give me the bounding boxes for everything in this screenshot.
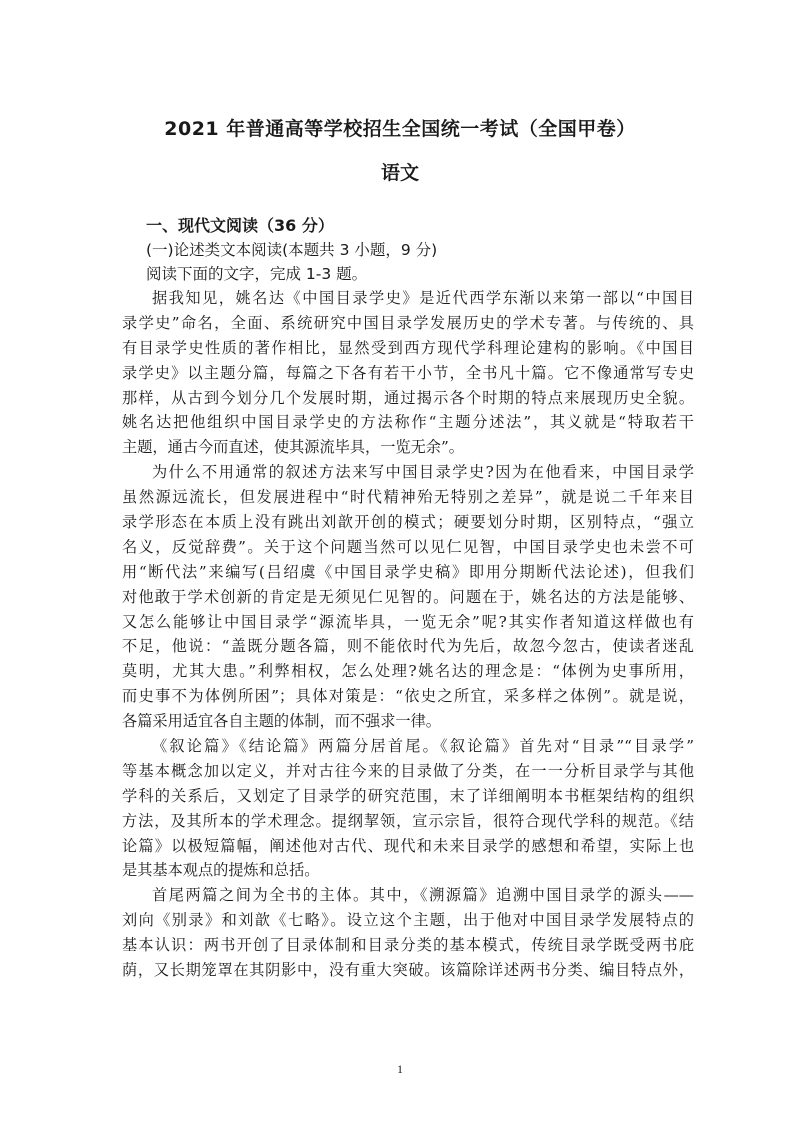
- paragraph-line: 姚名达把他组织中国目录学史的方法称作“主题分述法”，其义就是“特取若干: [122, 413, 694, 432]
- paragraph: [122, 460, 694, 734]
- paragraph-line: 为什么不用通常的叙述方法来写中国目录学史?因为在他看来，中国目录学: [152, 463, 694, 482]
- paragraph-line: 刘向《别录》和刘歆《七略》。设立这个主题，出于他对中国目录学发展特点的: [122, 911, 694, 930]
- section-heading: 一、现代文阅读（36 分）: [146, 216, 334, 235]
- paragraph-line: 主题，通古今而直述，使其源流毕具，一览无余”。: [122, 438, 464, 457]
- page-number: 1: [397, 1062, 403, 1076]
- paragraph-line: 莫明，尤其大患。”利弊相权，怎么处理?姚名达的理念是：“体例为史事所用，: [122, 662, 694, 681]
- document-body: [122, 214, 694, 983]
- paragraph-line: 方法，及其所本的学术理念。提纲挈领，宣示宗旨，很符合现代学科的规范。《结: [122, 811, 694, 830]
- paragraph-line: 首尾两篇之间为全书的主体。其中，《溯源篇》追溯中国目录学的源头——: [152, 886, 694, 905]
- paragraph: [122, 286, 694, 460]
- paragraph-line: 各篇采用适宜各自主题的体制，而不强求一律。: [122, 712, 441, 731]
- paragraph-line: 荫，又长期笼罩在其阴影中，没有重大突破。该篇除详述两书分类、编目特点外，: [122, 961, 694, 980]
- paragraph-line: 有目录学史性质的著作相比，显然受到西方现代学科理论建构的影响。《中国目: [122, 338, 694, 357]
- paragraph-line: 录学形态在本质上没有跳出刘歆开创的模式；硬要划分时期，区别特点，“强立: [122, 513, 694, 532]
- paragraph-line: 学科的关系后，又划定了目录学的研究范围，末了详细阐明本书框架结构的组织: [122, 786, 694, 805]
- paragraph: [122, 734, 694, 883]
- paragraph-line: 不足，他说：“盖既分题各篇，则不能依时代为先后，故忽今忽古，使读者迷乱: [122, 637, 694, 656]
- paragraph-line: 用“断代法”来编写(吕绍虞《中国目录学史稿》即用分期断代法论述)，但我们: [122, 562, 694, 581]
- paragraph: [122, 883, 694, 983]
- paragraph-line: 是其基本观点的提炼和总括。: [122, 861, 320, 880]
- paragraph-line: 虽然源远流长，但发展进程中“时代精神殆无特别之差异”，就是说二千年来目: [122, 488, 694, 507]
- paragraph-line: 等基本概念加以定义，并对古往今来的目录做了分类，在一一分析目录学与其他: [122, 761, 694, 780]
- paragraph-line: 又怎么能够让中国目录学“源流毕具，一览无余”呢?其实作者知道这样做也有: [122, 612, 694, 631]
- subject-title: 语文: [380, 162, 419, 184]
- paragraph-line: 论篇》以极短篇幅，阐述他对古代、现代和未来目录学的感想和希望，实际上也: [122, 836, 694, 855]
- paragraph-line: 《叙论篇》《结论篇》两篇分居首尾。《叙论篇》首先对“目录”“目录学”: [152, 737, 694, 756]
- paragraph-line: 对他敢于学术创新的肯定是无须见仁见智的。问题在于，姚名达的方法是能够、: [122, 587, 694, 606]
- paragraph-line: 名义，反觉辞费”。关于这个问题当然可以见仁见智，中国目录学史也未尝不可: [122, 537, 694, 556]
- reading-instruction: 阅读下面的文字，完成 1-3 题。: [146, 265, 368, 283]
- document-title: 2021 年普通高等学校招生全国统一考试（全国甲卷）: [164, 118, 636, 140]
- paragraph-line: 录学史”命名，全面、系统研究中国目录学发展历史的学术专著。与传统的、具: [122, 313, 694, 332]
- passage-text: [122, 286, 694, 983]
- subsection-heading: (一)论述类文本阅读(本题共 3 小题，9 分): [146, 241, 438, 259]
- paragraph-line: 录学史》以主题分篇，每篇之下各有若干小节，全书凡十篇。它不像通常写专史: [122, 363, 694, 382]
- paragraph-line: 基本认识：两书开创了目录体制和目录分类的基本模式，传统目录学既受两书庇: [122, 936, 694, 955]
- paragraph-line: 而史事不为体例所困”；具体对策是：“依史之所宜，采多样之体例”。就是说，: [122, 687, 694, 706]
- paragraph-line: 据我知见，姚名达《中国目录学史》是近代西学东渐以来第一部以“中国目: [152, 289, 694, 307]
- paragraph-line: 那样，从古到今划分几个发展时期，通过揭示各个时期的特点来展现历史全貌。: [122, 388, 694, 407]
